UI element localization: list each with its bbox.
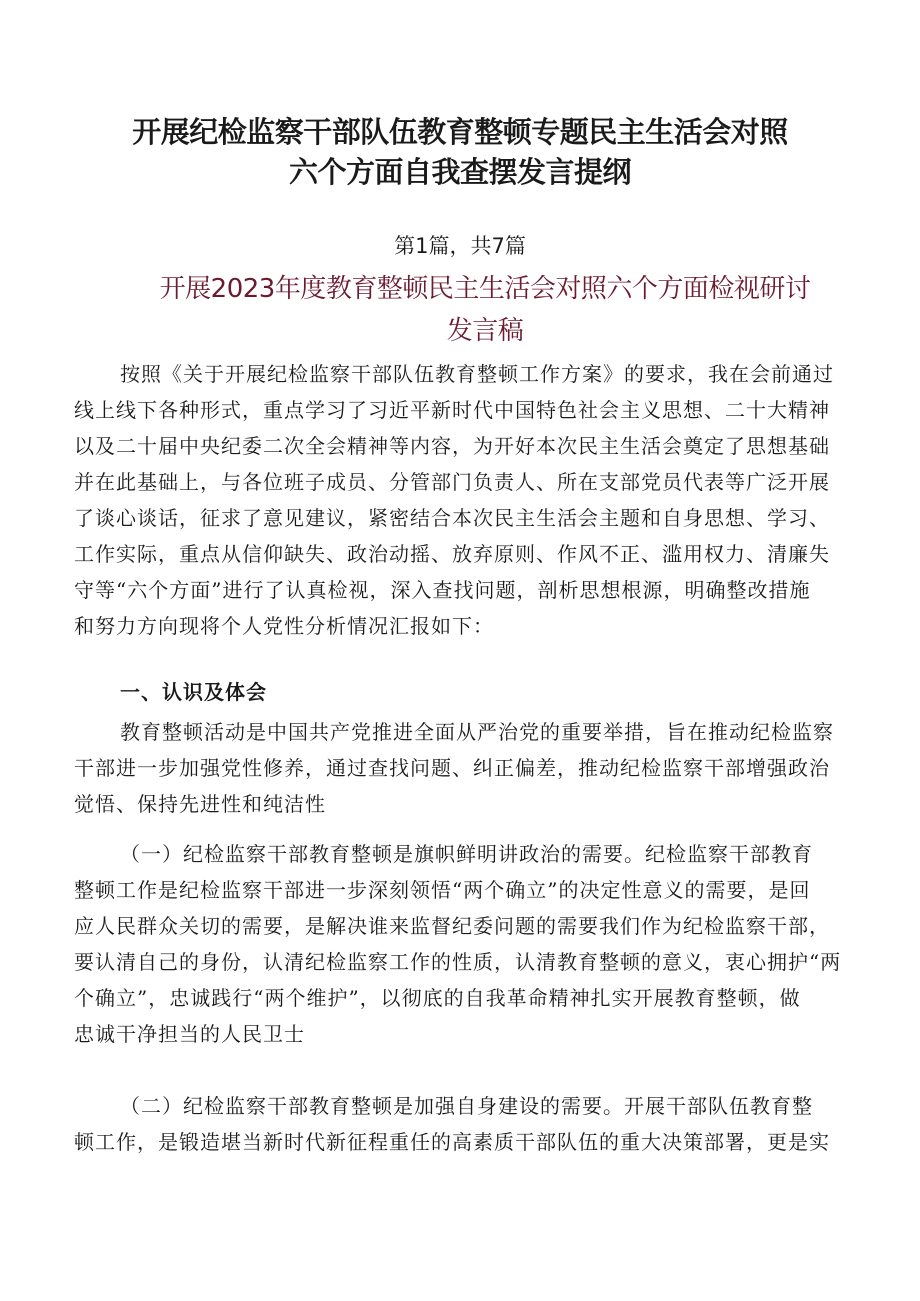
body-line: 顿工作，是锻造堪当新时代新征程重任的高素质干部队伍的重大决策部署，更是实 (74, 1130, 830, 1154)
body-line: 守等“六个方面”进行了认真检视，深入查找问题，剖析思想根源，明确整改措施 (74, 578, 811, 602)
title-line-2: 六个方面自我查摆发言提纲 (288, 155, 631, 189)
section-title-line-1: 开展2023年度教育整顿民主生活会对照六个方面检视研讨 (159, 274, 811, 304)
title-line-1: 开展纪检监察干部队伍教育整顿专题民主生活会对照 (132, 115, 788, 149)
section-heading: 一、认识及体会 (120, 680, 267, 704)
body-line: 以及二十届中央纪委二次全会精神等内容，为开好本次民主生活会奠定了思想基础 (74, 434, 830, 458)
body-line: 干部进一步加强党性修养，通过查找问题、纠正偏差，推动纪检监察干部增强政治 (74, 756, 830, 780)
part-indicator: 第1篇，共7篇 (394, 234, 526, 258)
subsection-paragraph-line: （一）纪检监察干部教育整顿是旗帜鲜明讲政治的需要。纪检监察干部教育 (120, 842, 813, 866)
subsection-paragraph-line: （二）纪检监察干部教育整顿是加强自身建设的需要。开展干部队伍教育整 (120, 1094, 813, 1118)
body-line: 按照《关于开展纪检监察干部队伍教育整顿工作方案》的要求，我在会前通过 (120, 362, 834, 386)
body-line: 线上线下各种形式，重点学习了习近平新时代中国特色社会主义思想、二十大精神 (74, 398, 830, 422)
body-line: 并在此基础上，与各位班子成员、分管部门负责人、所在支部党员代表等广泛开展 (74, 470, 830, 494)
section-title (100, 268, 870, 352)
section-title-line-2: 发言稿 (446, 316, 524, 346)
body-line: 应人民群众关切的需要，是解决谁来监督纪委问题的需要我们作为纪检监察干部， (74, 914, 830, 938)
body-line: 觉悟、保持先进性和纯洁性 (74, 792, 326, 816)
body-line: 和努力方向现将个人党性分析情况汇报如下： (74, 614, 494, 638)
body-line: 整顿工作是纪检监察干部进一步深刻领悟“两个确立”的决定性意义的需要，是回 (74, 878, 811, 902)
body-line: 工作实际，重点从信仰缺失、政治动摇、放弃原则、作风不正、滥用权力、清廉失 (74, 542, 830, 566)
body-line: 个确立”，忠诚践行“两个维护”，以彻底的自我革命精神扎实开展教育整顿，做 (74, 986, 801, 1010)
body-line: 忠诚干净担当的人民卫士 (74, 1022, 305, 1046)
body-line: 教育整顿活动是中国共产党推进全面从严治党的重要举措，旨在推动纪检监察 (120, 720, 834, 744)
document-title (60, 112, 860, 192)
body-line: 了谈心谈话，征求了意见建议，紧密结合本次民主生活会主题和自身思想、学习、 (74, 506, 830, 530)
body-line: 要认清自己的身份，认清纪检监察工作的性质，认清教育整顿的意义，衷心拥护“两 (74, 950, 842, 974)
